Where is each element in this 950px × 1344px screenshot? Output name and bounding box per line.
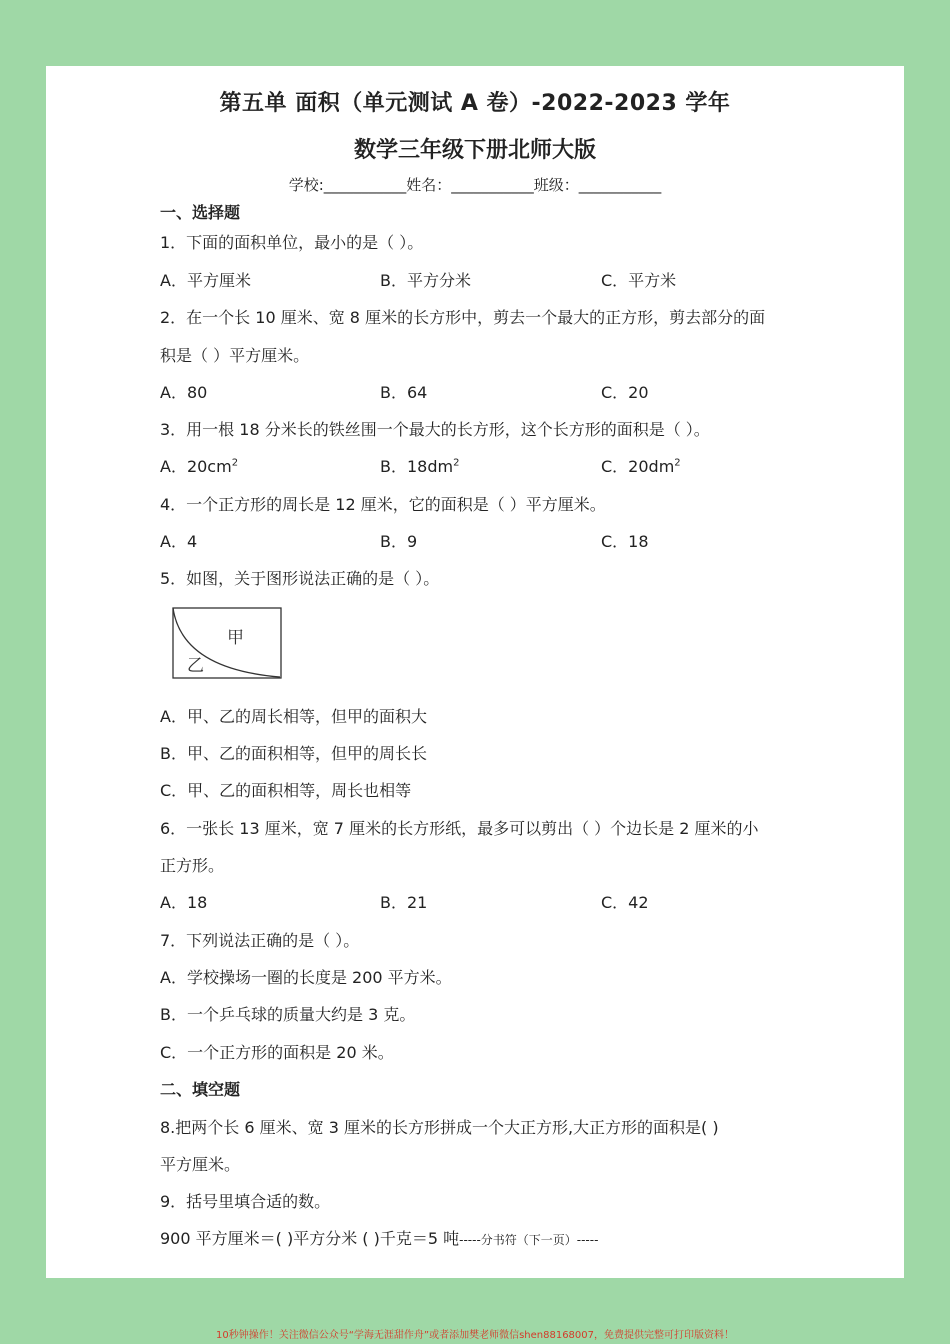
question-9-blanks: [160, 1226, 598, 1249]
question-6-line-2: 正方形。: [160, 856, 225, 875]
q5-figure: [172, 607, 282, 679]
q6-option-c: C．42: [601, 893, 649, 912]
footer-notice: 10秒钟操作！关注微信公众号“学海无涯甜作舟”或者添加樊老师微信shen88168007，免费提供完整可打印版资料！: [215, 1330, 735, 1341]
question-2-line-2: 积是（ ）平方厘米。: [160, 346, 310, 365]
section-heading-fill: 二、填空题: [160, 1080, 241, 1099]
q7-option-b: B．一个乒乓球的质量大约是 3 克。: [160, 1005, 416, 1024]
q9-fill-line: 900 平方厘米＝( )平方分米 ( )千克＝5 吨: [160, 1229, 460, 1248]
question-7: 7．下列说法正确的是（ ）。: [160, 931, 360, 950]
question-4: 4．一个正方形的周长是 12 厘米，它的面积是（ ）平方厘米。: [160, 495, 606, 514]
page-break-marker: -----分书符（下一页）-----: [459, 1233, 599, 1247]
q3-option-a: A．$20cm^2$: [160, 457, 239, 476]
question-2-line-1: 2．在一个长 10 厘米、宽 8 厘米的长方形中，剪去一个最大的正方形，剪去部分的面: [160, 308, 766, 327]
q7-option-a: A．学校操场一圈的长度是 200 平方米。: [160, 968, 452, 987]
question-6-line-1: 6．一张长 13 厘米，宽 7 厘米的长方形纸，最多可以剪出（ ）个边长是 2 厘米的小: [160, 819, 759, 838]
q2-option-b: B．64: [380, 383, 428, 402]
q5-option-a: A．甲、乙的周长相等，但甲的面积大: [160, 707, 427, 726]
page-title: 第五单 面积（单元测试 A 卷）-2022-2023 学年: [219, 91, 731, 116]
q4-option-c: C．18: [601, 532, 649, 551]
q1-option-b: B．平方分米: [380, 271, 471, 290]
q5-option-b: B．甲、乙的面积相等，但甲的周长长: [160, 744, 427, 763]
q2-option-a: A．80: [160, 383, 208, 402]
q4-option-b: B．9: [380, 532, 418, 551]
q2-option-c: C．20: [601, 383, 649, 402]
figure-label-yi: 乙: [187, 656, 204, 676]
q7-option-c: C．一个正方形的面积是 20 米。: [160, 1043, 394, 1062]
question-9: 9．括号里填合适的数。: [160, 1192, 331, 1211]
student-info-line: 学校:___________姓名：___________班级：___________: [288, 176, 662, 194]
question-3: 3．用一根 18 分米长的铁丝围一个最大的长方形，这个长方形的面积是（ ）。: [160, 420, 710, 439]
q1-option-a: A．平方厘米: [160, 271, 251, 290]
figure-label-jia: 甲: [227, 628, 244, 648]
section-heading-choice: 一、选择题: [160, 203, 241, 222]
question-5: 5．如图，关于图形说法正确的是（ ）。: [160, 569, 440, 588]
q1-option-c: C．平方米: [601, 271, 677, 290]
q3-option-b: B．$18dm^2$: [380, 457, 460, 476]
question-1: 1．下面的面积单位，最小的是（ ）。: [160, 233, 424, 252]
q5-option-c: C．甲、乙的面积相等，周长也相等: [160, 781, 412, 800]
q4-option-a: A．4: [160, 532, 198, 551]
page-subtitle: 数学三年级下册北师大版: [353, 138, 596, 163]
q6-option-a: A．18: [160, 893, 208, 912]
q3-option-c: C．$20dm^2$: [601, 457, 681, 476]
question-8-line-1: 8.把两个长 6 厘米、宽 3 厘米的长方形拼成一个大正方形,大正方形的面积是( ): [160, 1118, 719, 1137]
q6-option-b: B．21: [380, 893, 428, 912]
exam-paper: [46, 66, 904, 1278]
question-8-line-2: 平方厘米。: [160, 1155, 241, 1174]
